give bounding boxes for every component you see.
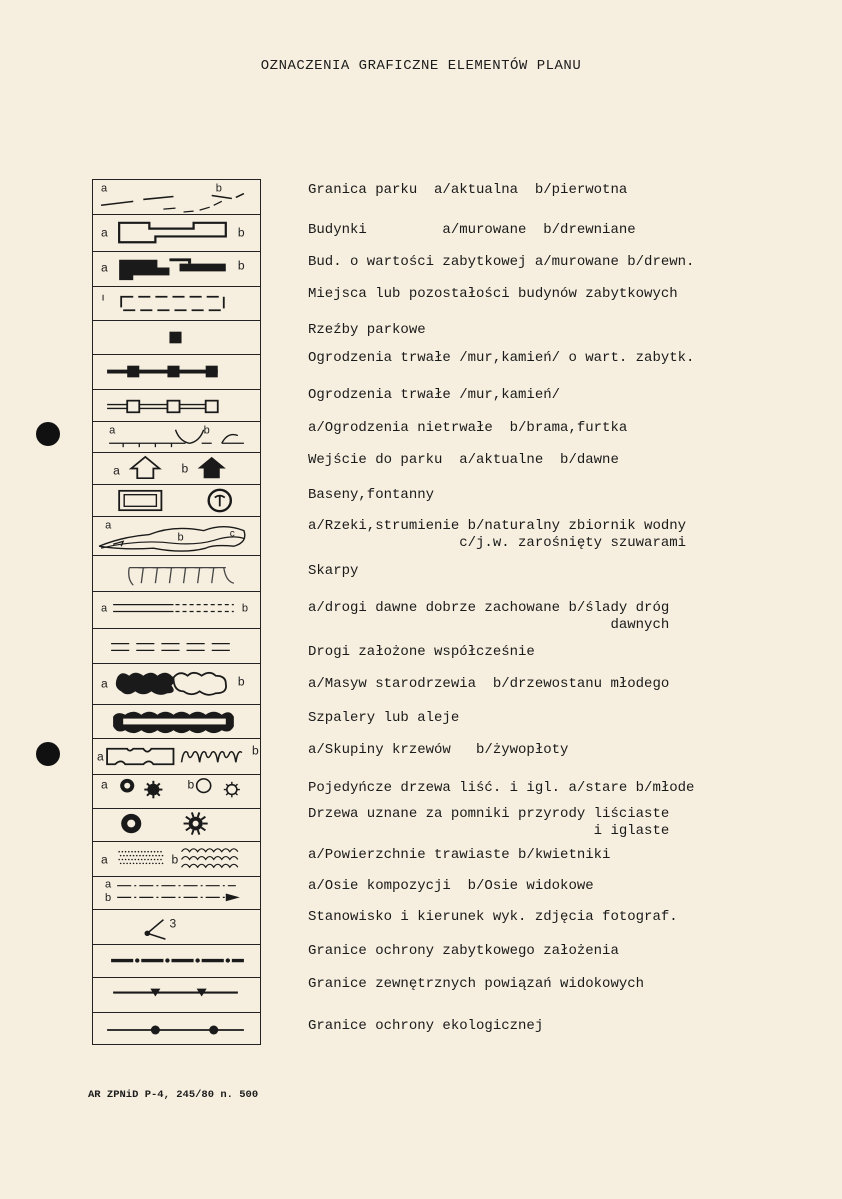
legend-symbol-historic-buildings bbox=[93, 252, 260, 287]
legend-symbol-tree-rows bbox=[93, 705, 260, 739]
legend-description: a/Powierzchnie trawiaste b/kwietniki bbox=[308, 847, 611, 863]
legend-symbol-rivers-ponds bbox=[93, 517, 260, 556]
legend-description: a/Osie kompozycji b/Osie widokowe bbox=[308, 878, 594, 894]
sculpture-symbol bbox=[93, 321, 260, 354]
legend-description: Szpalery lub aleje bbox=[308, 710, 460, 726]
symbol-mark-label: b bbox=[237, 225, 245, 240]
legend-symbol-composition-axes bbox=[93, 877, 260, 910]
photo-point-symbol bbox=[93, 910, 260, 944]
old-roads-symbol bbox=[93, 592, 260, 628]
legend-description: Ogrodzenia trwałe /mur,kamień/ o wart. zabytk. bbox=[308, 350, 695, 366]
legend-description: Budynki a/murowane b/drewniane bbox=[308, 222, 636, 238]
historic-fence-symbol bbox=[93, 355, 260, 389]
symbol-mark-label: a bbox=[101, 676, 108, 691]
symbol-mark-label: 3 bbox=[169, 916, 177, 931]
legend-description: a/Ogrodzenia nietrwałe b/brama,furtka bbox=[308, 420, 628, 436]
legend-symbol-lawns-flowerbeds bbox=[93, 842, 260, 877]
composition-axes-symbol bbox=[93, 877, 260, 909]
legend-symbol-temporary-fence bbox=[93, 422, 260, 453]
legend-symbol-historic-fence bbox=[93, 355, 260, 390]
legend-symbol-eco-boundary bbox=[93, 1013, 260, 1046]
symbol-mark-label: a bbox=[105, 519, 112, 532]
symbol-mark-label: b bbox=[177, 531, 184, 544]
pools-fountains-symbol bbox=[93, 485, 260, 516]
legend-symbol-building-remains bbox=[93, 287, 260, 321]
legend-symbol-monument-trees bbox=[93, 809, 260, 842]
symbol-mark-label: a bbox=[101, 182, 108, 195]
view-boundary-symbol bbox=[93, 978, 260, 1012]
heritage-boundary-symbol bbox=[93, 945, 260, 977]
symbol-mark-label: b bbox=[215, 182, 222, 195]
shrubs-hedges-symbol bbox=[93, 739, 260, 774]
legend-description: Granice ochrony zabytkowego założenia bbox=[308, 943, 619, 959]
legend-symbol-column bbox=[92, 179, 261, 1045]
symbol-mark-label: a bbox=[101, 260, 108, 275]
tree-rows-symbol bbox=[93, 705, 260, 738]
legend-symbol-old-roads bbox=[93, 592, 260, 629]
legend-description: Baseny,fontanny bbox=[308, 487, 435, 503]
symbol-mark-label: b bbox=[237, 674, 245, 689]
symbol-mark-label: a bbox=[113, 463, 120, 478]
symbol-mark-label: a bbox=[109, 424, 116, 437]
legend-symbol-view-boundary bbox=[93, 978, 260, 1013]
lawns-flowerbeds-symbol bbox=[93, 842, 260, 876]
legend-description: Miejsca lub pozostałości budynów zabytkowych bbox=[308, 286, 678, 302]
legend-symbol-pools-fountains bbox=[93, 485, 260, 517]
punch-hole-lower bbox=[36, 742, 60, 766]
legend-symbol-photo-point bbox=[93, 910, 260, 945]
legend-description: a/Masyw starodrzewia b/drzewostanu młodego bbox=[308, 676, 670, 692]
symbol-mark-label: b bbox=[237, 258, 245, 273]
permanent-fence-symbol bbox=[93, 390, 260, 421]
single-trees-symbol bbox=[93, 775, 260, 808]
legend-symbol-shrubs-hedges bbox=[93, 739, 260, 775]
legend-description: Stanowisko i kierunek wyk. zdjęcia fotograf. bbox=[308, 909, 678, 925]
legend-symbol-park-boundary bbox=[93, 180, 260, 215]
building-remains-symbol bbox=[93, 287, 260, 320]
symbol-mark-label: b bbox=[181, 461, 189, 476]
symbol-mark-label: a bbox=[101, 225, 108, 240]
tree-stand-symbol bbox=[93, 664, 260, 704]
legend-description: Bud. o wartości zabytkowej a/murowane b/drewn. bbox=[308, 254, 695, 270]
park-boundary-symbol bbox=[93, 180, 260, 214]
legend-description: Pojedyńcze drzewa liść. i igl. a/stare b/młode bbox=[308, 780, 695, 796]
symbol-mark-label: b bbox=[251, 743, 259, 758]
legend-symbol-heritage-boundary bbox=[93, 945, 260, 978]
temporary-fence-symbol bbox=[93, 422, 260, 452]
eco-boundary-symbol bbox=[93, 1013, 260, 1046]
historic-buildings-symbol bbox=[93, 252, 260, 286]
legend-description: Drogi założone współcześnie bbox=[308, 644, 535, 660]
symbol-mark-label: a bbox=[97, 749, 104, 764]
modern-roads-symbol bbox=[93, 629, 260, 663]
legend-description: Skarpy bbox=[308, 563, 359, 579]
symbol-mark-label: b bbox=[187, 777, 195, 792]
punch-hole-upper bbox=[36, 422, 60, 446]
symbol-mark-label: b bbox=[105, 892, 112, 905]
legend-description: a/drogi dawne dobrze zachowane b/ślady dróg dawnych bbox=[308, 600, 670, 633]
symbol-mark-label: a bbox=[101, 852, 108, 867]
legend-symbol-park-entrance bbox=[93, 453, 260, 485]
monument-trees-symbol bbox=[93, 809, 260, 841]
symbol-mark-label: a bbox=[105, 878, 112, 891]
symbol-mark-label: a bbox=[101, 602, 108, 615]
escarpments-symbol bbox=[93, 556, 260, 591]
page-title: OZNACZENIA GRAFICZNE ELEMENTÓW PLANU bbox=[260, 58, 582, 74]
symbol-mark-label: b bbox=[171, 852, 179, 867]
legend-symbol-escarpments bbox=[93, 556, 260, 592]
symbol-mark-label: b bbox=[241, 602, 249, 615]
legend-description: a/Skupiny krzewów b/żywopłoty bbox=[308, 742, 569, 758]
symbol-mark-label: a bbox=[101, 777, 108, 792]
legend-symbol-single-trees bbox=[93, 775, 260, 809]
legend-description: Granica parku a/aktualna b/pierwotna bbox=[308, 182, 628, 198]
legend-description: a/Rzeki,strumienie b/naturalny zbiornik wodny c/j.w. zarośnięty szuwarami bbox=[308, 518, 687, 551]
buildings-symbol bbox=[93, 215, 260, 251]
legend-description: Drzewa uznane za pomniki przyrody liściaste i iglaste bbox=[308, 806, 670, 839]
symbol-mark-label: b bbox=[203, 424, 210, 437]
park-entrance-symbol bbox=[93, 453, 260, 484]
symbol-mark-label: c bbox=[229, 528, 235, 540]
legend-description: Granice ochrony ekologicznej bbox=[308, 1018, 544, 1034]
legend-description: Rzeźby parkowe bbox=[308, 322, 426, 338]
legend-symbol-modern-roads bbox=[93, 629, 260, 664]
legend-symbol-sculpture bbox=[93, 321, 260, 355]
legend-description: Granice zewnętrznych powiązań widokowych bbox=[308, 976, 645, 992]
legend-description: Wejście do parku a/aktualne b/dawne bbox=[308, 452, 619, 468]
rivers-ponds-symbol bbox=[93, 517, 260, 555]
legend-symbol-tree-stand bbox=[93, 664, 260, 705]
legend-symbol-buildings bbox=[93, 215, 260, 252]
legend-symbol-permanent-fence bbox=[93, 390, 260, 422]
legend-description: Ogrodzenia trwałe /mur,kamień/ bbox=[308, 387, 561, 403]
archive-footer: AR ZPNiD P-4, 245/80 n. 500 bbox=[88, 1089, 259, 1101]
